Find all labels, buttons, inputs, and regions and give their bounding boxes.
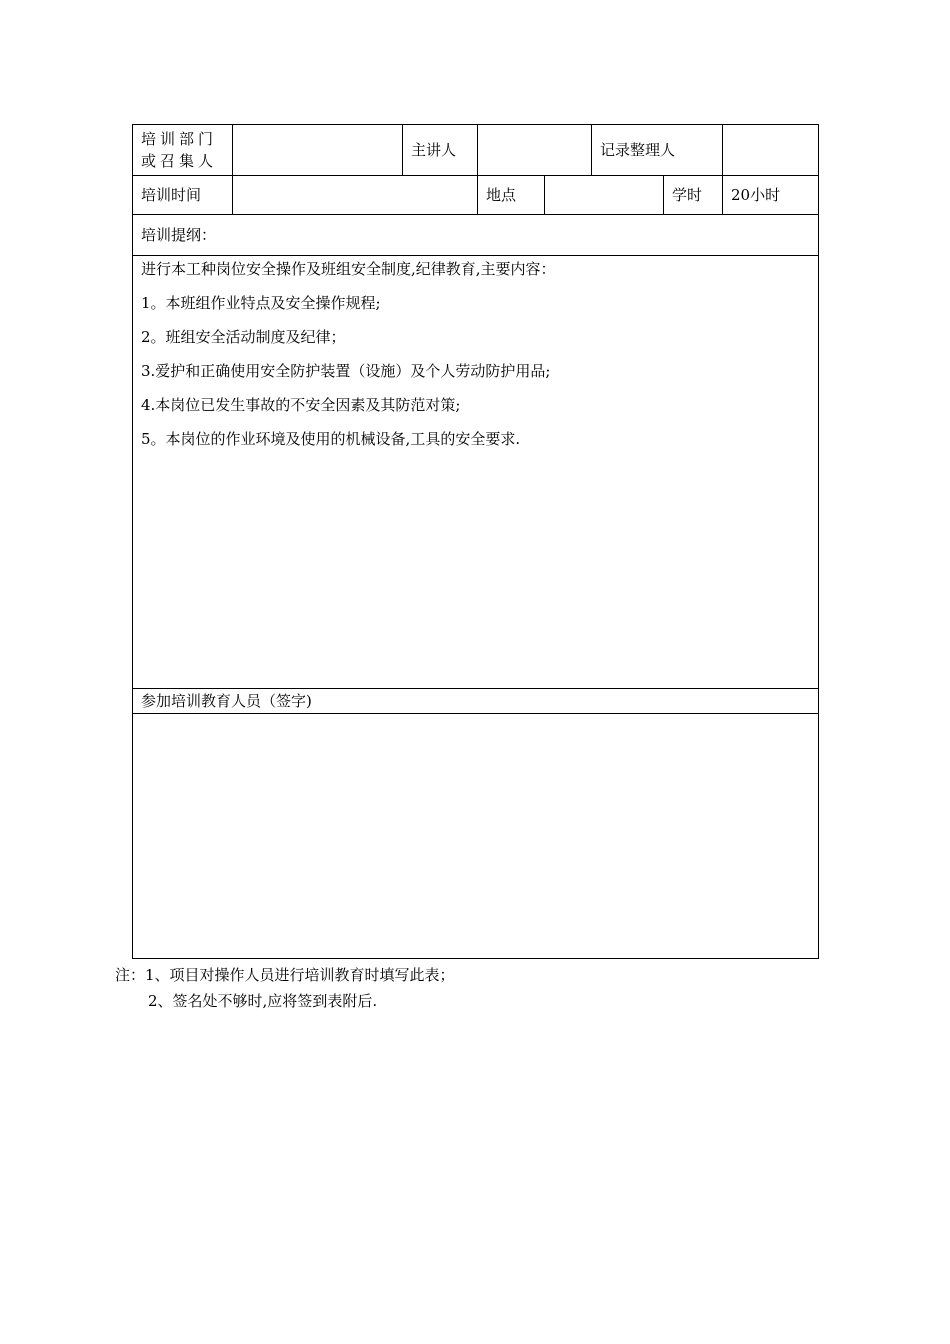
outline-header-row — [133, 215, 819, 256]
lecturer-value-field[interactable] — [478, 125, 592, 176]
outline-label: 培训提纲： — [133, 215, 819, 256]
footnote-1: 注：1、项目对操作人员进行培训教育时填写此表； — [115, 966, 455, 984]
header-row-1 — [133, 125, 819, 176]
training-record-form — [132, 124, 819, 959]
outline-line-1: 1。本班组作业特点及安全操作规程; — [141, 294, 381, 312]
location-value-field[interactable] — [545, 176, 664, 215]
outline-content-row — [133, 256, 819, 689]
time-label: 培训时间 — [133, 176, 233, 215]
header-row-2 — [133, 176, 819, 215]
recorder-label: 记录整理人 — [592, 125, 723, 176]
outline-line-5: 5。本岗位的作业环境及使用的机械设备,工具的安全要求. — [141, 430, 521, 448]
location-label: 地点 — [478, 176, 545, 215]
dept-label: 培训部门或召集人 — [133, 125, 233, 176]
outline-line-3: 3.爱护和正确使用安全防护装置（设施）及个人劳动防护用品; — [141, 362, 551, 380]
hours-label: 学时 — [664, 176, 723, 215]
hours-value: 20小时 — [723, 176, 819, 215]
outline-line-intro: 进行本工种岗位安全操作及班组安全制度,纪律教育,主要内容： — [141, 260, 556, 278]
participants-sign-row — [133, 714, 819, 959]
outline-line-2: 2。班组安全活动制度及纪律； — [141, 328, 346, 346]
participants-header-row — [133, 689, 819, 714]
outline-content — [133, 256, 819, 689]
signature-area[interactable] — [133, 714, 819, 959]
footnote-2: 2、签名处不够时,应将签到表附后. — [148, 992, 378, 1010]
recorder-value-field[interactable] — [723, 125, 819, 176]
lecturer-label: 主讲人 — [403, 125, 478, 176]
dept-value-field[interactable] — [233, 125, 403, 176]
footnotes — [115, 962, 455, 1014]
outline-line-4: 4.本岗位已发生事故的不安全因素及其防范对策; — [141, 396, 461, 414]
participants-label: 参加培训教育人员（签字) — [133, 689, 819, 714]
time-value-field[interactable] — [233, 176, 478, 215]
